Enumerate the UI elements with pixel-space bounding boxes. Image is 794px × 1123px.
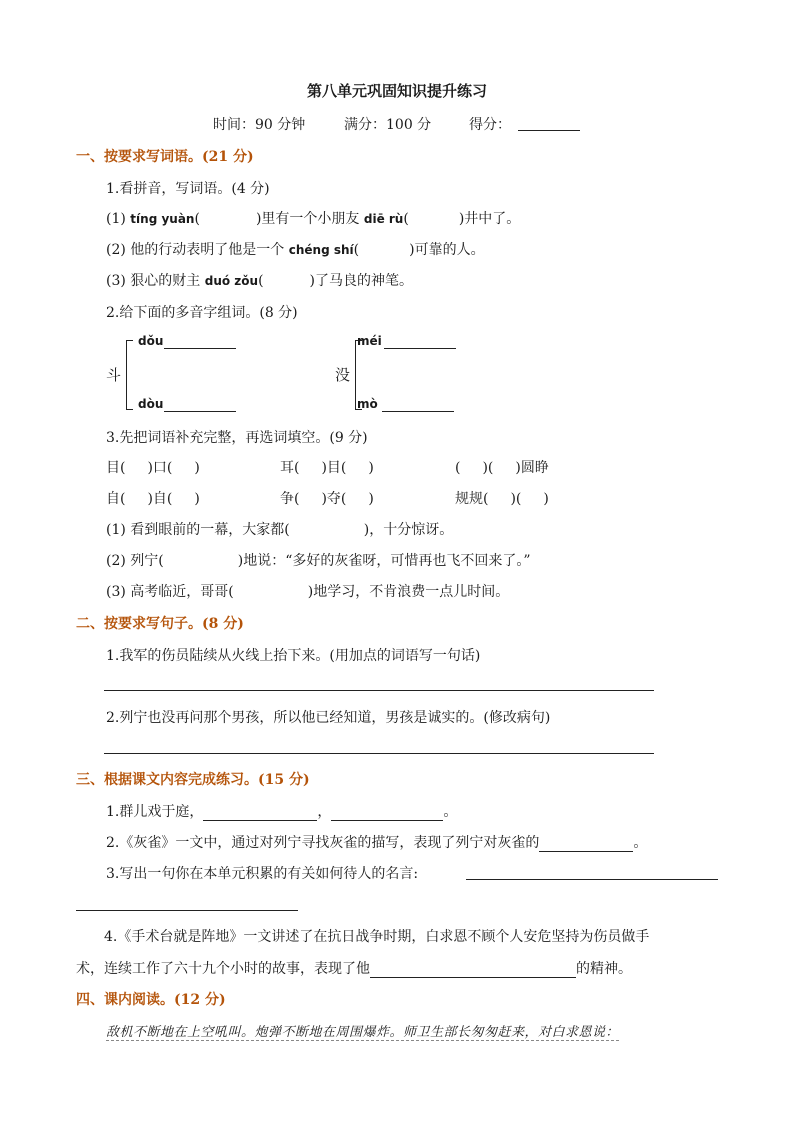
polyphone-2-top-pinyin: méi — [357, 334, 382, 348]
idiom-5: 争( )夺( ) — [280, 491, 374, 507]
answer-blank[interactable] — [164, 411, 236, 412]
idiom-6: 规规( )( ) — [455, 491, 549, 507]
section-4-heading: 四、课内阅读。(12 分) — [76, 992, 226, 1008]
idiom-3: ( )( )圆睁 — [455, 460, 549, 476]
answer-blank[interactable] — [370, 963, 576, 978]
polyphone-char-2: 没 — [335, 366, 351, 384]
answer-line[interactable] — [104, 690, 654, 691]
q5-line-4a: 4.《手术台就是阵地》一文讲述了在抗日战争时期，白求恩不顾个人安危坚持为伤员做手 — [104, 929, 650, 945]
pinyin-dieru: diē rù — [363, 212, 404, 226]
q1-heading: 1.看拼音，写词语。(4 分) — [106, 181, 270, 197]
q1-line-1: (1) tíng yuàn( )里有一个小朋友 diē rù( )井中了。 — [106, 211, 521, 227]
pinyin-tingyuan: tíng yuàn — [130, 212, 195, 226]
q5-line-4b: 术，连续工作了六十九个小时的故事，表现了他 的精神。 — [76, 961, 632, 977]
answer-line[interactable] — [104, 753, 654, 754]
q3-sentence-2: (2) 列宁( )地说：“多好的灰雀呀，可惜再也飞不回来了。” — [106, 553, 531, 569]
q3-heading: 3.先把词语补充完整，再选词填空。(9 分) — [106, 430, 368, 446]
answer-line[interactable] — [466, 879, 718, 880]
answer-blank[interactable] — [164, 348, 236, 349]
full-score: 满分：100 分 — [344, 117, 432, 133]
q1-line-2: (2) 他的行动表明了他是一个 chéng shí( )可靠的人。 — [106, 242, 485, 258]
polyphone-1-top-pinyin: dǒu — [138, 334, 164, 348]
polyphone-1-bottom-pinyin: dòu — [138, 397, 164, 411]
pinyin-duozou: duó zǒu — [204, 274, 259, 288]
q5-line-3: 3.写出一句你在本单元积累的有关如何待人的名言: — [106, 866, 419, 882]
idiom-2: 耳( )目( ) — [280, 460, 374, 476]
answer-blank[interactable] — [539, 837, 633, 852]
section-3-heading: 三、根据课文内容完成练习。(15 分) — [76, 772, 310, 788]
polyphone-2-bottom-pinyin: mò — [357, 397, 378, 411]
answer-blank[interactable] — [331, 806, 443, 821]
answer-line[interactable] — [76, 910, 298, 911]
answer-blank[interactable] — [382, 411, 454, 412]
q5-line-2: 2.《灰雀》一文中，通过对列宁寻找灰雀的描写，表现了列宁对灰雀的 。 — [106, 835, 648, 851]
reading-passage: 敌机不断地在上空吼叫。炮弹不断地在周围爆炸。师卫生部长匆匆赶来，对白求恩说： — [106, 1021, 619, 1041]
q3-sentence-3: (3) 高考临近，哥哥( )地学习，不肯浪费一点儿时间。 — [106, 584, 510, 600]
q4-line-1: 1.我军的伤员陆续从火线上抬下来。(用加点的词语写一句话) — [106, 648, 481, 664]
score-blank[interactable] — [518, 130, 580, 131]
q4-line-2: 2.列宁也没再问那个男孩，所以他已经知道，男孩是诚实的。(修改病句) — [106, 710, 551, 726]
q5-line-1: 1.群儿戏于庭， ， 。 — [106, 804, 458, 820]
answer-blank[interactable] — [203, 806, 317, 821]
idiom-1: 目( )口( ) — [106, 460, 200, 476]
pinyin-chengshi: chéng shí — [288, 243, 354, 257]
idiom-4: 自( )自( ) — [106, 491, 200, 507]
time-limit: 时间：90 分钟 — [213, 117, 306, 133]
q2-heading: 2.给下面的多音字组词。(8 分) — [106, 305, 298, 321]
brace-1 — [126, 340, 133, 410]
section-1-heading: 一、按要求写词语。(21 分) — [76, 149, 254, 165]
q3-sentence-1: (1) 看到眼前的一幕，大家都( )，十分惊讶。 — [106, 522, 454, 538]
polyphone-char-1: 斗 — [106, 366, 122, 384]
answer-blank[interactable] — [384, 348, 456, 349]
score-label: 得分： — [469, 117, 511, 133]
section-2-heading: 二、按要求写句子。(8 分) — [76, 616, 244, 632]
worksheet-title: 第八单元巩固知识提升练习 — [306, 82, 487, 100]
q1-line-3: (3) 狠心的财主 duó zǒu( )了马良的神笔。 — [106, 273, 413, 289]
